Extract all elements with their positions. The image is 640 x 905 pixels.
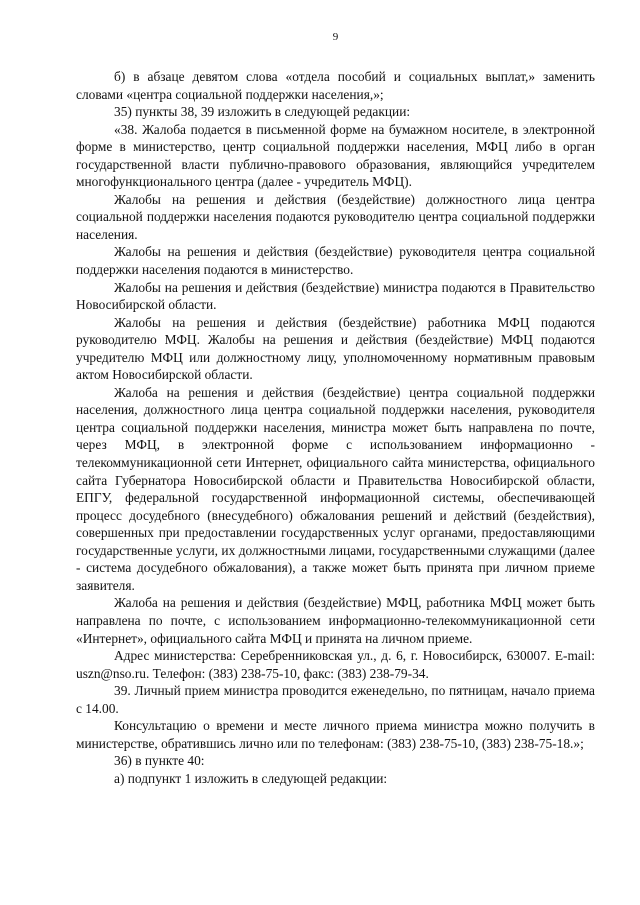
paragraph-point-39: 39. Личный прием министра проводится еженедельно, по пятницам, начало приема с 14.00. — [76, 683, 595, 716]
paragraph-complaint-head: Жалобы на решения и действия (бездействие) руководителя центра социальной поддержки населения подаются в министерство. — [76, 244, 595, 278]
paragraph-amendment-b: б) в абзаце девятом слова «отдела пособий и социальных выплат,» заменить словами «центра социальной поддержки населения,»; — [76, 69, 595, 102]
paragraph-complaint-official: Жалобы на решения и действия (бездействие) должностного лица центра социальной поддержки населения подаются руководителю центра социальной поддержки населения. — [76, 191, 595, 242]
paragraph-subitem-a: а) подпункт 1 изложить в следующей редакции: — [114, 770, 388, 786]
paragraph-consultation: Консультацию о времени и месте личного приема министра можно получить в министерстве, обратившись лично или по телефонам: (383) 238-75-10, (383) 238-75-18.»; — [76, 718, 595, 751]
paragraph-complaint-channels: Жалоба на решения и действия (бездействие) центра социальной поддержки населения, должностного лица центра социальной поддержки населения, руководителя центра социальной поддержки населения, министра может быть направлена по почте, через МФЦ, в электронной форме с использованием информационно - телекоммуникационной сети Интернет, официального сайта министерства, официального сайта Губернатора Новосибирской области и Правительства Новосибирской области, ЕПГУ, федеральной государственной информационной системы, обеспечивающей процесс досудебного (внесудебного) обжалования решений и действий (бездействия), совершенных при предоставлении государственных услуг органами, предоставляющими государственные услуги, их должностными лицами, государственными служащими (далее - система досудебного обжалования), а также может быть принята при личном приеме заявителя. — [76, 384, 595, 593]
paragraph-point-38: «38. Жалоба подается в письменной форме на бумажном носителе, в электронной форме в министерство, центр социальной поддержки населения, МФЦ либо в орган государственной власти публично-правового образования, являющийся учредителем многофункционального центра (далее - учредитель МФЦ). — [76, 121, 595, 190]
paragraph-ministry-address: Адрес министерства: Серебренниковская ул., д. 6, г. Новосибирск, 630007. E-mail: uszn@nso.ru. Телефон: (383) 238-75-10, факс: (383) 238-79-34. — [76, 648, 595, 681]
paragraph-complaint-mfc-channels: Жалоба на решения и действия (бездействие) МФЦ, работника МФЦ может быть направлена по почте, с использованием информационно-телекоммуникационной сети «Интернет», официального сайта МФЦ и принята на личном приеме. — [76, 595, 595, 646]
paragraph-item-35: 35) пункты 38, 39 изложить в следующей редакции: — [114, 104, 411, 120]
paragraph-item-36: 36) в пункте 40: — [114, 753, 205, 769]
page-number: 9 — [332, 31, 339, 43]
paragraph-complaint-mfc: Жалобы на решения и действия (бездействие) работника МФЦ подаются руководителю МФЦ. Жалобы на решения и действия (бездействие) МФЦ подаются учредителю МФЦ или должностному лицу, уполномоченному нормативным правовым актом Новосибирской области. — [76, 314, 595, 383]
paragraph-complaint-minister: Жалобы на решения и действия (бездействие) министра подаются в Правительство Новосибирской области. — [76, 279, 595, 313]
